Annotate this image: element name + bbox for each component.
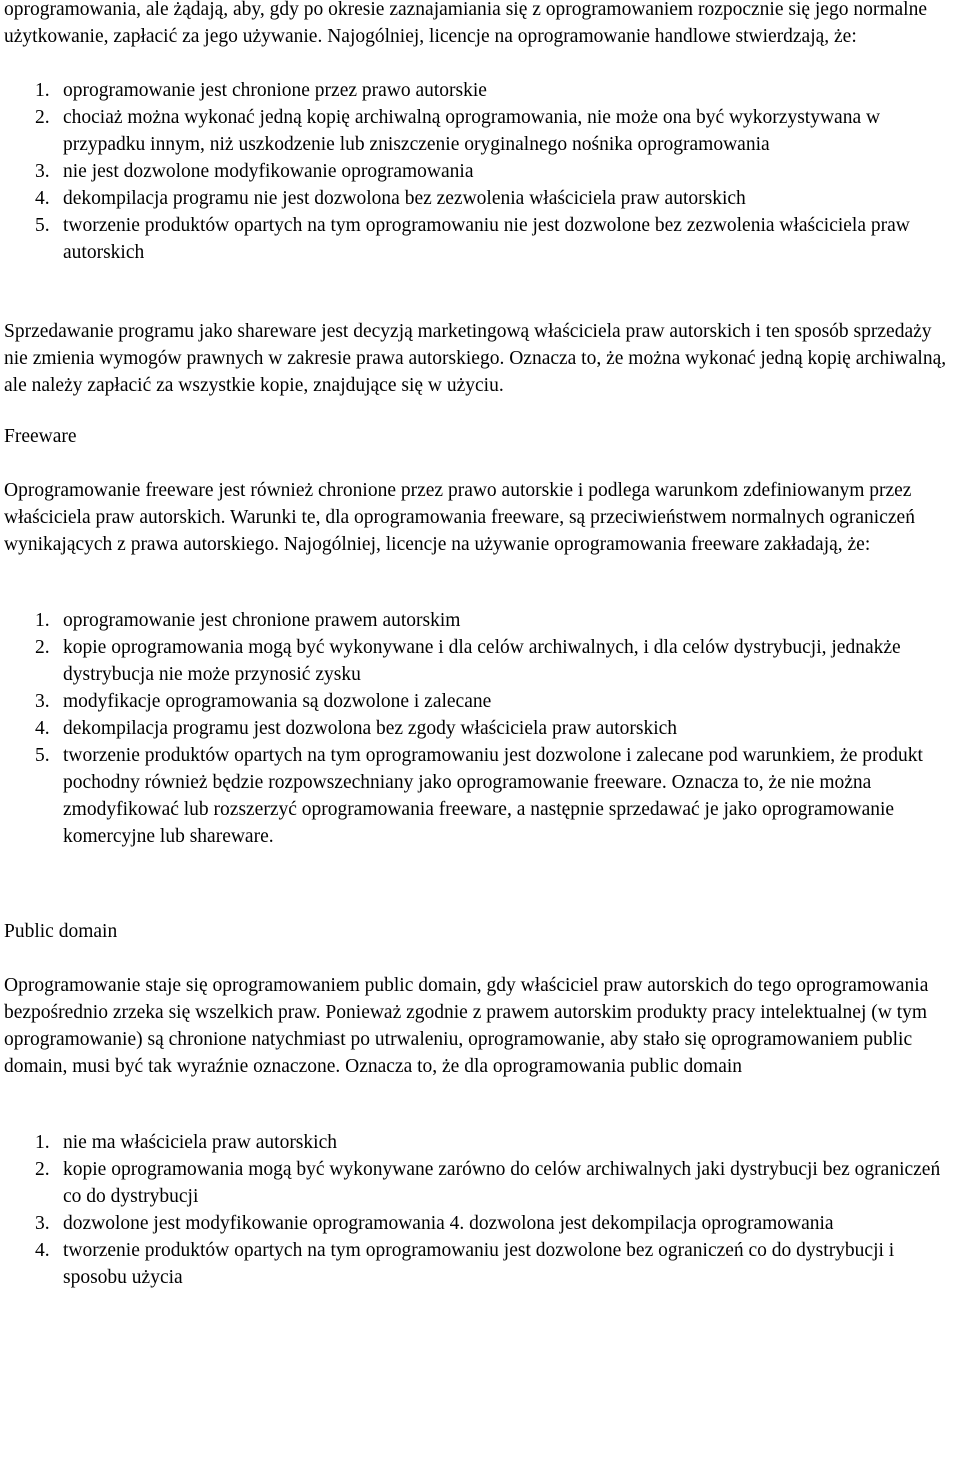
list-item [4,1156,954,1210]
list-number: 2. [35,107,50,128]
spacer [4,266,954,318]
list-number: 3. [35,1213,50,1234]
list-item [4,158,954,185]
list-number: 4. [35,718,50,739]
commercial-license-list [4,77,954,266]
public-domain-list [4,1129,954,1291]
list-item [4,1237,954,1291]
list-number: 2. [35,637,50,658]
freeware-license-list [4,607,954,850]
list-item [4,742,954,850]
list-number: 3. [35,691,50,712]
spacer [4,450,954,477]
list-number: 5. [35,215,50,236]
list-item-text: dekompilacja programu jest dozwolona bez zgody właściciela praw autorskich [63,718,678,739]
list-item-text: kopie oprogramowania mogą być wykonywane i dla celów archiwalnych, i dla celów dystrybucji, jednakże dystrybucja nie może przynosić zysku [63,637,901,685]
spacer [4,399,954,423]
list-number: 2. [35,1159,50,1180]
list-number: 5. [35,745,50,766]
list-item-text: modyfikacje oprogramowania są dozwolone i zalecane [63,691,492,712]
freeware-heading: Freeware [4,426,77,447]
list-item-text: oprogramowanie jest chronione przez prawo autorskie [63,80,487,101]
list-item [4,185,954,212]
list-number: 4. [35,188,50,209]
spacer [4,558,954,607]
list-item-text: nie jest dozwolone modyfikowanie oprogramowania [63,161,474,182]
list-number: 1. [35,1132,50,1153]
list-item [4,634,954,688]
spacer [4,850,954,918]
intro-paragraph: oprogramowania, ale żądają, aby, gdy po okresie zaznajamiania się z oprogramowaniem rozpocznie się jego normalne użytkowanie, zapłacić za jego używanie. Najogólniej, licencje na oprogramowanie handlowe stwierdzają, że: [4,0,927,47]
list-item-text: tworzenie produktów opartych na tym oprogramowaniu jest dozwolone i zalecane pod warunkiem, że produkt pochodny również będzie rozpowszechniany jako oprogramowanie freeware. Oznacza to, że nie można zmodyfikować lub rozszerzyć oprogramowania freeware, a następnie sprzedawać je jako oprogramowanie komercyjne lub shareware. [63,745,923,847]
list-item-text: kopie oprogramowania mogą być wykonywane zarówno do celów archiwalnych jaki dystrybucji bez ograniczeń co do dystrybucji [63,1159,941,1207]
list-item [4,212,954,266]
list-item-text: oprogramowanie jest chronione prawem autorskim [63,610,461,631]
freeware-paragraph: Oprogramowanie freeware jest również chronione przez prawo autorskie i podlega warunkom zdefiniowanym przez właściciela praw autorskich. Warunki te, dla oprogramowania freeware, są przeciwieństwem normalnych ograniczeń wynikających z prawa autorskiego. Najogólniej, licencje na używanie oprogramowania freeware zakładają, że: [4,480,915,555]
list-item-text: tworzenie produktów opartych na tym oprogramowaniu jest dozwolone bez ograniczeń co do dystrybucji i sposobu użycia [63,1240,895,1288]
public-domain-heading: Public domain [4,921,118,942]
shareware-paragraph: Sprzedawanie programu jako shareware jest decyzją marketingową właściciela praw autorskich i ten sposób sprzedaży nie zmienia wymogów prawnych w zakresie prawa autorskiego. Oznacza to, że można wykonać jedną kopię archiwalną, ale należy zapłacić za wszystkie kopie, znajdujące się w użyciu. [4,321,947,396]
list-item-text: tworzenie produktów opartych na tym oprogramowaniu nie jest dozwolone bez zezwolenia właściciela praw autorskich [63,215,910,263]
list-item-text: dekompilacja programu nie jest dozwolona bez zezwolenia właściciela praw autorskich [63,188,746,209]
list-item [4,688,954,715]
list-number: 4. [35,1240,50,1261]
list-number: 3. [35,161,50,182]
list-item [4,715,954,742]
list-item [4,1129,954,1156]
list-number: 1. [35,80,50,101]
list-item [4,104,954,158]
list-item [4,77,954,104]
public-domain-paragraph: Oprogramowanie staje się oprogramowaniem public domain, gdy właściciel praw autorskich do tego oprogramowania bezpośrednio zrzeka się wszelkich praw. Ponieważ zgodnie z prawem autorskim produkty pracy intelektualnej (w tym oprogramowanie) są chronione natychmiast po utrwaleniu, oprogramowanie, aby stało się oprogramowaniem public domain, musi być tak wyraźnie oznaczone. Oznacza to, że dla oprogramowania public domain [4,975,929,1077]
list-item-text: nie ma właściciela praw autorskich [63,1132,337,1153]
list-number: 1. [35,610,50,631]
list-item-text: dozwolone jest modyfikowanie oprogramowania 4. dozwolona jest dekompilacja oprogramowania [63,1213,834,1234]
spacer [4,945,954,972]
list-item [4,607,954,634]
list-item-text: chociaż można wykonać jedną kopię archiwalną oprogramowania, nie może ona być wykorzystywana w przypadku innym, niż uszkodzenie lub zniszczenie oryginalnego nośnika oprogramowania [63,107,881,155]
spacer [4,50,954,77]
list-item [4,1210,954,1237]
spacer [4,1080,954,1129]
